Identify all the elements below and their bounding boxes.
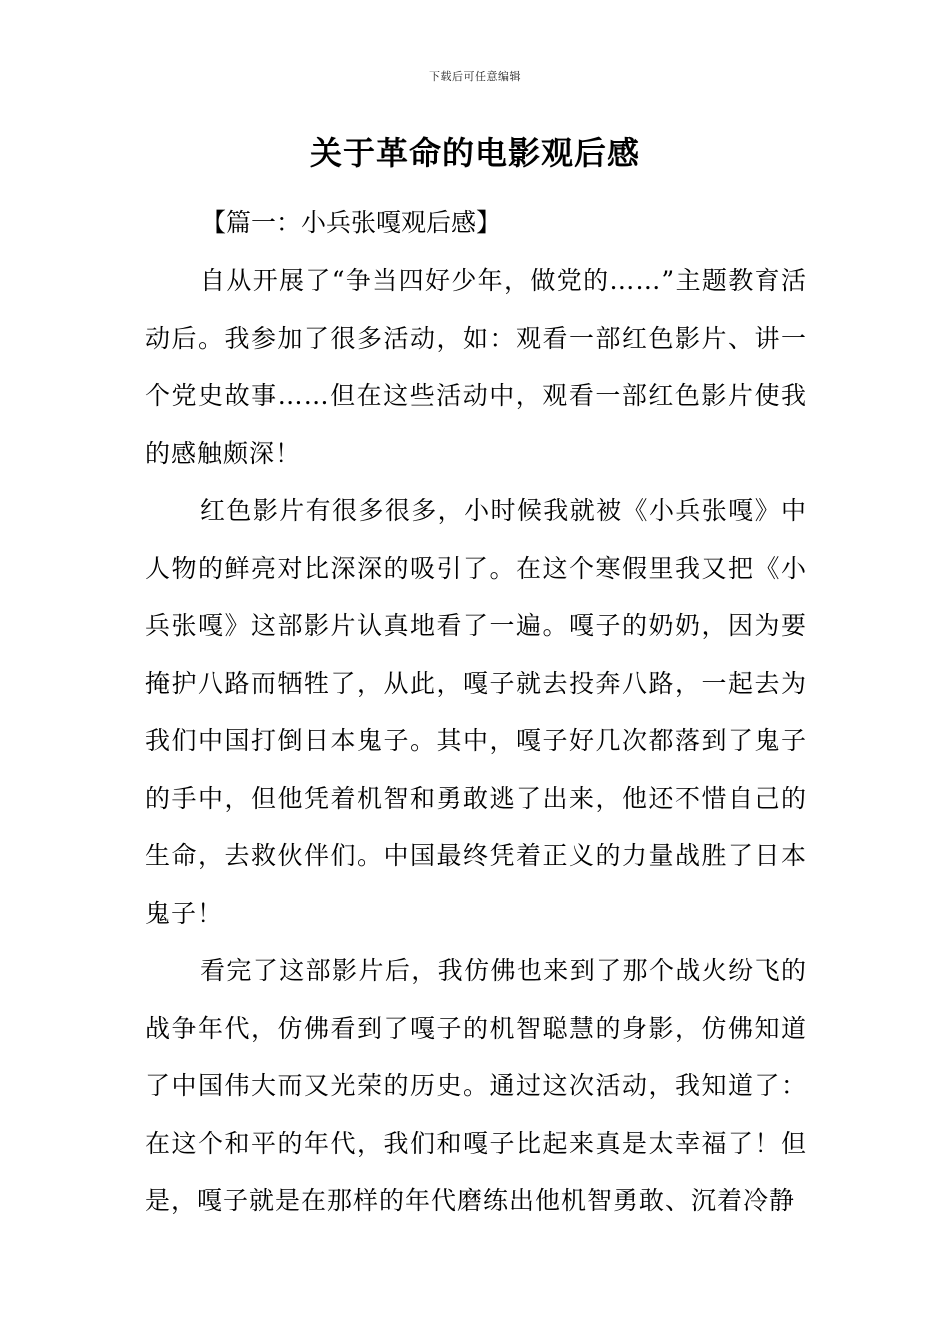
paragraph-2: 红色影片有很多很多，小时候我就被《小兵张嘎》中人物的鲜亮对比深深的吸引了。在这个寒假里我又把《小兵张嘎》这部影片认真地看了一遍。嘎子的奶奶，因为要掩护八路而牺牲了，从此，嘎子就去投奔八路，一起去为我们中国打倒日本鬼子。其中，嘎子好几次都落到了鬼子的手中，但他凭着机智和勇敢逃了出来，他还不惜自己的生命，去救伙伴们。中国最终凭着正义的力量战胜了日本鬼子！ bbox=[145, 496, 807, 928]
paragraph-3: 看完了这部影片后，我仿佛也来到了那个战火纷飞的战争年代，仿佛看到了嘎子的机智聪慧的身影，仿佛知道了中国伟大而又光荣的历史。通过这次活动，我知道了：在这个和平的年代，我们和嘎子比起来真是太幸福了！但是，嘎子就是在那样的年代磨练出他机智勇敢、沉着冷静 bbox=[145, 956, 807, 1215]
section-heading: 【篇一：小兵张嘎观后感】 bbox=[201, 208, 502, 237]
document-title: 关于革命的电影观后感 bbox=[309, 134, 640, 172]
document-body bbox=[145, 194, 807, 1230]
header-note: 下载后可任意编辑 bbox=[429, 70, 521, 83]
paragraph-1: 自从开展了“争当四好少年，做党的……”主题教育活动后。我参加了很多活动，如：观看一部红色影片、讲一个党史故事……但在这些活动中，观看一部红色影片使我的感触颇深！ bbox=[145, 266, 807, 468]
